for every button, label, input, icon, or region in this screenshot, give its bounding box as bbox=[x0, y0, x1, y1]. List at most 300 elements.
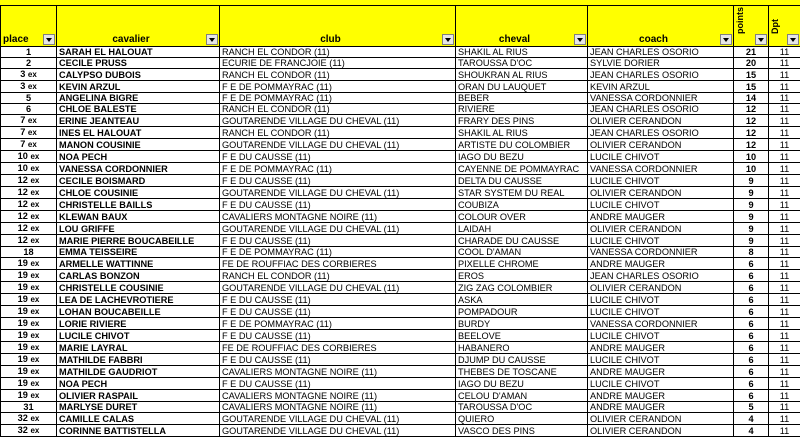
place-suffix: ex bbox=[30, 283, 40, 292]
cell-cavalier[interactable]: MATHILDE FABBRI bbox=[57, 354, 220, 366]
cell-points[interactable]: 9 bbox=[734, 187, 769, 199]
cell-dpt[interactable]: 11 bbox=[769, 247, 800, 258]
cell-club[interactable]: F E DE POMMAYRAC (11) bbox=[220, 163, 456, 175]
cell-club[interactable]: F E DU CAUSSE (11) bbox=[220, 151, 456, 163]
table-row bbox=[1, 306, 800, 318]
cell-dpt[interactable]: 11 bbox=[769, 270, 800, 282]
cell-cheval[interactable]: QUIERO bbox=[456, 413, 588, 425]
cell-coach[interactable]: ANDRE MAUGER bbox=[588, 211, 734, 223]
cell-dpt[interactable]: 11 bbox=[769, 175, 800, 187]
cell-coach[interactable]: OLIVIER CERANDON bbox=[588, 115, 734, 127]
cell-dpt[interactable]: 11 bbox=[769, 163, 800, 175]
cell-club[interactable]: CAVALIERS MONTAGNE NOIRE (11) bbox=[220, 402, 456, 413]
cell-place[interactable]: 19 ex bbox=[1, 306, 57, 318]
cell-place[interactable]: 32 ex bbox=[1, 413, 57, 425]
cell-points[interactable]: 12 bbox=[734, 115, 769, 127]
cell-coach[interactable]: LUCILE CHIVOT bbox=[588, 354, 734, 366]
cell-place[interactable]: 12 ex bbox=[1, 175, 57, 187]
header-points-label: points bbox=[735, 7, 745, 34]
cell-coach[interactable]: LUCILE CHIVOT bbox=[588, 199, 734, 211]
cell-cavalier[interactable]: CHLOE BALESTE bbox=[57, 104, 220, 115]
cell-dpt[interactable]: 11 bbox=[769, 318, 800, 330]
header-cavalier-label: cavalier bbox=[112, 34, 150, 45]
cell-points[interactable]: 9 bbox=[734, 175, 769, 187]
cell-club[interactable]: GOUTARENDE VILLAGE DU CHEVAL (11) bbox=[220, 139, 456, 151]
cell-dpt[interactable]: 11 bbox=[769, 413, 800, 425]
cell-points[interactable]: 15 bbox=[734, 81, 769, 93]
cell-place[interactable]: 19 ex bbox=[1, 282, 57, 294]
cell-place[interactable]: 5 bbox=[1, 93, 57, 104]
place-suffix: ex bbox=[30, 367, 40, 376]
header-coach bbox=[588, 6, 734, 47]
cell-club[interactable]: RANCH EL CONDOR (11) bbox=[220, 270, 456, 282]
cell-club[interactable]: GOUTARENDE VILLAGE DU CHEVAL (11) bbox=[220, 282, 456, 294]
cell-coach[interactable]: SYLVIE DORIER bbox=[588, 58, 734, 69]
cell-dpt[interactable]: 11 bbox=[769, 47, 800, 58]
cell-cheval[interactable]: RIVIERE bbox=[456, 104, 588, 115]
cell-club[interactable]: F E DU CAUSSE (11) bbox=[220, 378, 456, 390]
cell-place[interactable]: 12 ex bbox=[1, 223, 57, 235]
cell-cavalier[interactable]: OLIVIER RASPAIL bbox=[57, 390, 220, 402]
table-row bbox=[1, 127, 800, 139]
cell-cavalier[interactable]: CHRISTELLE COUSINIE bbox=[57, 282, 220, 294]
table-row bbox=[1, 58, 800, 69]
cell-coach[interactable]: LUCILE CHIVOT bbox=[588, 151, 734, 163]
cell-cavalier[interactable]: CARLAS BONZON bbox=[57, 270, 220, 282]
cell-coach[interactable]: VANESSA CORDONNIER bbox=[588, 163, 734, 175]
cell-club[interactable]: CAVALIERS MONTAGNE NOIRE (11) bbox=[220, 366, 456, 378]
cell-club[interactable]: F E DU CAUSSE (11) bbox=[220, 235, 456, 247]
cell-cavalier[interactable]: NOA PECH bbox=[57, 378, 220, 390]
cell-place[interactable]: 3 ex bbox=[1, 69, 57, 81]
cell-place[interactable]: 19 ex bbox=[1, 366, 57, 378]
cell-points[interactable]: 4 bbox=[734, 425, 769, 437]
place-suffix: ex bbox=[30, 426, 40, 435]
place-suffix: ex bbox=[27, 70, 37, 79]
cell-points[interactable]: 6 bbox=[734, 390, 769, 402]
cell-cheval[interactable]: TAROUSSA D'OC bbox=[456, 58, 588, 69]
cell-coach[interactable]: LUCILE CHIVOT bbox=[588, 294, 734, 306]
cell-points[interactable]: 21 bbox=[734, 47, 769, 58]
place-suffix: ex bbox=[30, 379, 40, 388]
cell-points[interactable]: 12 bbox=[734, 104, 769, 115]
cell-points[interactable]: 5 bbox=[734, 402, 769, 413]
cell-cavalier[interactable]: LORIE RIVIERE bbox=[57, 318, 220, 330]
cell-club[interactable]: GOUTARENDE VILLAGE DU CHEVAL (11) bbox=[220, 223, 456, 235]
filter-dropdown-icon[interactable] bbox=[787, 34, 799, 45]
cell-cavalier[interactable]: LOU GRIFFE bbox=[57, 223, 220, 235]
cell-points[interactable]: 9 bbox=[734, 235, 769, 247]
header-dpt-label: Dpt bbox=[770, 19, 780, 34]
place-suffix: ex bbox=[30, 414, 40, 423]
cell-cheval[interactable]: CHARADE DU CAUSSE bbox=[456, 235, 588, 247]
cell-coach[interactable]: ANDRE MAUGER bbox=[588, 366, 734, 378]
place-suffix: ex bbox=[30, 343, 40, 352]
cell-coach[interactable]: OLIVIER CERANDON bbox=[588, 425, 734, 437]
cell-coach[interactable]: LUCILE CHIVOT bbox=[588, 175, 734, 187]
cell-cheval[interactable]: SHAKIL AL RIUS bbox=[456, 47, 588, 58]
cell-cheval[interactable]: STAR SYSTEM DU REAL bbox=[456, 187, 588, 199]
cell-cheval[interactable]: SHOUKRAN AL RIUS bbox=[456, 69, 588, 81]
cell-coach[interactable]: LUCILE CHIVOT bbox=[588, 306, 734, 318]
table-row bbox=[1, 163, 800, 175]
cell-club[interactable]: RANCH EL CONDOR (11) bbox=[220, 47, 456, 58]
cell-cavalier[interactable]: CORINNE BATTISTELLA bbox=[57, 425, 220, 437]
results-table bbox=[0, 5, 800, 437]
cell-dpt[interactable]: 11 bbox=[769, 127, 800, 139]
cell-place[interactable]: 10 ex bbox=[1, 163, 57, 175]
cell-place[interactable]: 1 bbox=[1, 47, 57, 58]
cell-place[interactable]: 19 ex bbox=[1, 270, 57, 282]
table-row bbox=[1, 199, 800, 211]
cell-points[interactable]: 6 bbox=[734, 270, 769, 282]
filter-dropdown-icon[interactable] bbox=[206, 34, 218, 45]
cell-cheval[interactable]: HABANERO bbox=[456, 342, 588, 354]
cell-club[interactable]: F E DU CAUSSE (11) bbox=[220, 199, 456, 211]
cell-cheval[interactable]: CELOU D'AMAN bbox=[456, 390, 588, 402]
cell-place[interactable]: 19 ex bbox=[1, 318, 57, 330]
cell-coach[interactable]: OLIVIER CERANDON bbox=[588, 413, 734, 425]
cell-dpt[interactable]: 11 bbox=[769, 402, 800, 413]
cell-dpt[interactable]: 11 bbox=[769, 378, 800, 390]
cell-points[interactable]: 9 bbox=[734, 211, 769, 223]
cell-place[interactable]: 3 ex bbox=[1, 81, 57, 93]
place-suffix: ex bbox=[30, 164, 40, 173]
place-suffix: ex bbox=[27, 82, 37, 91]
cell-cavalier[interactable]: LEA DE LACHEVROTIERE bbox=[57, 294, 220, 306]
cell-place[interactable]: 19 ex bbox=[1, 390, 57, 402]
place-suffix: ex bbox=[30, 271, 40, 280]
cell-cheval[interactable]: IAGO DU BEZU bbox=[456, 151, 588, 163]
cell-club[interactable]: FE DE ROUFFIAC DES CORBIERES bbox=[220, 342, 456, 354]
cell-coach[interactable]: LUCILE CHIVOT bbox=[588, 330, 734, 342]
cell-place[interactable]: 7 ex bbox=[1, 115, 57, 127]
cell-points[interactable]: 6 bbox=[734, 318, 769, 330]
place-suffix: ex bbox=[30, 200, 40, 209]
cell-cavalier[interactable]: MARIE PIERRE BOUCABEILLE bbox=[57, 235, 220, 247]
cell-cavalier[interactable]: KLEWAN BAUX bbox=[57, 211, 220, 223]
place-suffix: ex bbox=[30, 355, 40, 364]
cell-place[interactable]: 2 bbox=[1, 58, 57, 69]
cell-place[interactable]: 12 ex bbox=[1, 235, 57, 247]
cell-coach[interactable]: KEVIN ARZUL bbox=[588, 81, 734, 93]
cell-points[interactable]: 6 bbox=[734, 306, 769, 318]
cell-cheval[interactable]: POMPADOUR bbox=[456, 306, 588, 318]
table-row bbox=[1, 211, 800, 223]
cell-cheval[interactable]: EROS bbox=[456, 270, 588, 282]
cell-cheval[interactable]: DJUMP DU CAUSSE bbox=[456, 354, 588, 366]
cell-cheval[interactable]: COUBIZA bbox=[456, 199, 588, 211]
cell-place[interactable]: 12 ex bbox=[1, 187, 57, 199]
cell-coach[interactable]: ANDRE MAUGER bbox=[588, 342, 734, 354]
cell-points[interactable]: 14 bbox=[734, 93, 769, 104]
cell-place[interactable]: 12 ex bbox=[1, 199, 57, 211]
cell-cavalier[interactable]: INES EL HALOUAT bbox=[57, 127, 220, 139]
cell-dpt[interactable]: 11 bbox=[769, 425, 800, 437]
place-suffix: ex bbox=[27, 116, 37, 125]
cell-dpt[interactable]: 11 bbox=[769, 342, 800, 354]
header-place bbox=[1, 6, 57, 47]
cell-place[interactable]: 19 ex bbox=[1, 354, 57, 366]
cell-place[interactable]: 31 bbox=[1, 402, 57, 413]
cell-club[interactable]: F E DU CAUSSE (11) bbox=[220, 175, 456, 187]
cell-cheval[interactable]: VASCO DES PINS bbox=[456, 425, 588, 437]
cell-cavalier[interactable]: MATHILDE GAUDRIOT bbox=[57, 366, 220, 378]
cell-coach[interactable]: JEAN CHARLES OSORIO bbox=[588, 47, 734, 58]
cell-coach[interactable]: JEAN CHARLES OSORIO bbox=[588, 270, 734, 282]
cell-place[interactable]: 12 ex bbox=[1, 211, 57, 223]
cell-points[interactable]: 15 bbox=[734, 69, 769, 81]
cell-points[interactable]: 6 bbox=[734, 294, 769, 306]
table-row bbox=[1, 104, 800, 115]
cell-cavalier[interactable]: SARAH EL HALOUAT bbox=[57, 47, 220, 58]
filter-dropdown-icon[interactable] bbox=[442, 34, 454, 45]
cell-place[interactable]: 18 bbox=[1, 247, 57, 258]
cell-cheval[interactable]: PIXELLE CHROME bbox=[456, 258, 588, 270]
cell-coach[interactable]: ANDRE MAUGER bbox=[588, 258, 734, 270]
filter-dropdown-icon[interactable] bbox=[755, 34, 767, 45]
cell-dpt[interactable]: 11 bbox=[769, 93, 800, 104]
cell-cavalier[interactable]: LUCILE CHIVOT bbox=[57, 330, 220, 342]
cell-dpt[interactable]: 11 bbox=[769, 282, 800, 294]
filter-dropdown-icon[interactable] bbox=[720, 34, 732, 45]
cell-dpt[interactable]: 11 bbox=[769, 115, 800, 127]
cell-points[interactable]: 6 bbox=[734, 282, 769, 294]
cell-dpt[interactable]: 11 bbox=[769, 81, 800, 93]
cell-points[interactable]: 6 bbox=[734, 258, 769, 270]
cell-club[interactable]: CAVALIERS MONTAGNE NOIRE (11) bbox=[220, 211, 456, 223]
cell-club[interactable]: F E DU CAUSSE (11) bbox=[220, 330, 456, 342]
table-row bbox=[1, 342, 800, 354]
cell-cavalier[interactable]: LOHAN BOUCABEILLE bbox=[57, 306, 220, 318]
place-suffix: ex bbox=[27, 140, 37, 149]
cell-points[interactable]: 6 bbox=[734, 366, 769, 378]
cell-points[interactable]: 20 bbox=[734, 58, 769, 69]
cell-club[interactable]: F E DU CAUSSE (11) bbox=[220, 306, 456, 318]
cell-cavalier[interactable]: VANESSA CORDONNIER bbox=[57, 163, 220, 175]
cell-cheval[interactable]: ZIG ZAG COLOMBIER bbox=[456, 282, 588, 294]
place-suffix: ex bbox=[30, 259, 40, 268]
cell-cheval[interactable]: SHAKIL AL RIUS bbox=[456, 127, 588, 139]
table-row bbox=[1, 69, 800, 81]
cell-dpt[interactable]: 11 bbox=[769, 330, 800, 342]
cell-points[interactable]: 9 bbox=[734, 199, 769, 211]
cell-dpt[interactable]: 11 bbox=[769, 235, 800, 247]
cell-dpt[interactable]: 11 bbox=[769, 306, 800, 318]
cell-club[interactable]: GOUTARENDE VILLAGE DU CHEVAL (11) bbox=[220, 115, 456, 127]
cell-club[interactable]: ECURIE DE FRANCJOIE (11) bbox=[220, 58, 456, 69]
cell-club[interactable]: GOUTARENDE VILLAGE DU CHEVAL (11) bbox=[220, 413, 456, 425]
cell-dpt[interactable]: 11 bbox=[769, 223, 800, 235]
table-body bbox=[1, 47, 800, 437]
cell-coach[interactable]: JEAN CHARLES OSORIO bbox=[588, 127, 734, 139]
cell-cavalier[interactable]: KEVIN ARZUL bbox=[57, 81, 220, 93]
header-cheval-label: cheval bbox=[498, 34, 531, 45]
cell-cheval[interactable]: TAROUSSA D'OC bbox=[456, 402, 588, 413]
cell-dpt[interactable]: 11 bbox=[769, 58, 800, 69]
cell-cavalier[interactable]: CECILE PRUSS bbox=[57, 58, 220, 69]
cell-club[interactable]: F E DU CAUSSE (11) bbox=[220, 294, 456, 306]
cell-place[interactable]: 19 ex bbox=[1, 378, 57, 390]
header-points bbox=[734, 6, 769, 47]
place-suffix: ex bbox=[27, 128, 37, 137]
cell-cheval[interactable]: CAYENNE DE POMMAYRAC bbox=[456, 163, 588, 175]
cell-coach[interactable]: ANDRE MAUGER bbox=[588, 402, 734, 413]
cell-cavalier[interactable]: CALYPSO DUBOIS bbox=[57, 69, 220, 81]
cell-cavalier[interactable]: EMMA TEISSEIRE bbox=[57, 247, 220, 258]
cell-cheval[interactable]: DELTA DU CAUSSE bbox=[456, 175, 588, 187]
header-dpt bbox=[769, 6, 800, 47]
cell-dpt[interactable]: 11 bbox=[769, 199, 800, 211]
cell-cheval[interactable]: BEELOVE bbox=[456, 330, 588, 342]
table-row bbox=[1, 223, 800, 235]
cell-place[interactable]: 7 ex bbox=[1, 127, 57, 139]
cell-points[interactable]: 12 bbox=[734, 127, 769, 139]
cell-points[interactable]: 6 bbox=[734, 330, 769, 342]
cell-coach[interactable]: ANDRE MAUGER bbox=[588, 390, 734, 402]
place-suffix: ex bbox=[30, 212, 40, 221]
table-row bbox=[1, 282, 800, 294]
cell-cavalier[interactable]: ERINE JEANTEAU bbox=[57, 115, 220, 127]
cell-club[interactable]: FE DE ROUFFIAC DES CORBIERES bbox=[220, 258, 456, 270]
table-row bbox=[1, 294, 800, 306]
cell-points[interactable]: 4 bbox=[734, 413, 769, 425]
cell-cheval[interactable]: ORAN DU LAUQUET bbox=[456, 81, 588, 93]
cell-cheval[interactable]: IAGO DU BEZU bbox=[456, 378, 588, 390]
place-suffix: ex bbox=[30, 224, 40, 233]
cell-cheval[interactable]: ARTISTE DU COLOMBIER bbox=[456, 139, 588, 151]
filter-dropdown-icon[interactable] bbox=[43, 34, 55, 45]
cell-cavalier[interactable]: CECILE BOISMARD bbox=[57, 175, 220, 187]
place-suffix: ex bbox=[30, 307, 40, 316]
cell-dpt[interactable]: 11 bbox=[769, 104, 800, 115]
cell-points[interactable]: 6 bbox=[734, 378, 769, 390]
cell-club[interactable]: RANCH EL CONDOR (11) bbox=[220, 127, 456, 139]
place-suffix: ex bbox=[30, 391, 40, 400]
filter-dropdown-icon[interactable] bbox=[574, 34, 586, 45]
cell-dpt[interactable]: 11 bbox=[769, 187, 800, 199]
cell-points[interactable]: 6 bbox=[734, 342, 769, 354]
table-row bbox=[1, 390, 800, 402]
table-row bbox=[1, 81, 800, 93]
cell-dpt[interactable]: 11 bbox=[769, 151, 800, 163]
cell-club[interactable]: GOUTARENDE VILLAGE DU CHEVAL (11) bbox=[220, 425, 456, 437]
cell-points[interactable]: 10 bbox=[734, 151, 769, 163]
cell-club[interactable]: RANCH EL CONDOR (11) bbox=[220, 69, 456, 81]
cell-club[interactable]: F E DE POMMAYRAC (11) bbox=[220, 81, 456, 93]
cell-coach[interactable]: OLIVIER CERANDON bbox=[588, 223, 734, 235]
cell-cavalier[interactable]: ANGELINA BIGRE bbox=[57, 93, 220, 104]
table-row bbox=[1, 354, 800, 366]
cell-cheval[interactable]: BURDY bbox=[456, 318, 588, 330]
table-row bbox=[1, 318, 800, 330]
cell-coach[interactable]: JEAN CHARLES OSORIO bbox=[588, 69, 734, 81]
cell-club[interactable]: F E DE POMMAYRAC (11) bbox=[220, 247, 456, 258]
cell-dpt[interactable]: 11 bbox=[769, 390, 800, 402]
cell-club[interactable]: F E DE POMMAYRAC (11) bbox=[220, 93, 456, 104]
table-row bbox=[1, 247, 800, 258]
cell-cavalier[interactable]: CHRISTELLE BAILLS bbox=[57, 199, 220, 211]
cell-cavalier[interactable]: MARLYSE DURET bbox=[57, 402, 220, 413]
cell-cavalier[interactable]: CAMILLE CALAS bbox=[57, 413, 220, 425]
cell-place[interactable]: 32 ex bbox=[1, 425, 57, 437]
cell-points[interactable]: 9 bbox=[734, 223, 769, 235]
cell-cheval[interactable]: ASKA bbox=[456, 294, 588, 306]
header-club bbox=[220, 6, 456, 47]
cell-cavalier[interactable]: MANON COUSINIE bbox=[57, 139, 220, 151]
cell-coach[interactable]: VANESSA CORDONNIER bbox=[588, 93, 734, 104]
cell-dpt[interactable]: 11 bbox=[769, 354, 800, 366]
cell-club[interactable]: F E DU CAUSSE (11) bbox=[220, 354, 456, 366]
table-row bbox=[1, 93, 800, 104]
cell-place[interactable]: 19 ex bbox=[1, 330, 57, 342]
cell-dpt[interactable]: 11 bbox=[769, 366, 800, 378]
place-suffix: ex bbox=[30, 319, 40, 328]
cell-cheval[interactable]: COOL D'AMAN bbox=[456, 247, 588, 258]
cell-dpt[interactable]: 11 bbox=[769, 294, 800, 306]
cell-place[interactable]: 19 ex bbox=[1, 342, 57, 354]
header-coach-label: coach bbox=[639, 34, 668, 45]
table-row bbox=[1, 151, 800, 163]
table-row bbox=[1, 413, 800, 425]
table-row bbox=[1, 402, 800, 413]
cell-cheval[interactable]: FRARY DES PINS bbox=[456, 115, 588, 127]
header-club-label: club bbox=[320, 34, 341, 45]
table-row bbox=[1, 258, 800, 270]
cell-coach[interactable]: JEAN CHARLES OSORIO bbox=[588, 104, 734, 115]
cell-place[interactable]: 7 ex bbox=[1, 139, 57, 151]
cell-cavalier[interactable]: ARMELLE WATTINNE bbox=[57, 258, 220, 270]
cell-cavalier[interactable]: NOA PECH bbox=[57, 151, 220, 163]
cell-place[interactable]: 10 ex bbox=[1, 151, 57, 163]
cell-cheval[interactable]: LAIDAH bbox=[456, 223, 588, 235]
cell-club[interactable]: F E DE POMMAYRAC (11) bbox=[220, 318, 456, 330]
cell-coach[interactable]: OLIVIER CERANDON bbox=[588, 282, 734, 294]
header-cheval bbox=[456, 6, 588, 47]
cell-points[interactable]: 12 bbox=[734, 139, 769, 151]
cell-coach[interactable]: VANESSA CORDONNIER bbox=[588, 247, 734, 258]
cell-dpt[interactable]: 11 bbox=[769, 211, 800, 223]
cell-points[interactable]: 8 bbox=[734, 247, 769, 258]
cell-coach[interactable]: LUCILE CHIVOT bbox=[588, 378, 734, 390]
cell-cavalier[interactable]: CHLOE COUSINIE bbox=[57, 187, 220, 199]
table-row bbox=[1, 366, 800, 378]
cell-coach[interactable]: OLIVIER CERANDON bbox=[588, 139, 734, 151]
header-place-label: place bbox=[3, 34, 29, 45]
cell-points[interactable]: 10 bbox=[734, 163, 769, 175]
cell-points[interactable]: 6 bbox=[734, 354, 769, 366]
cell-coach[interactable]: OLIVIER CERANDON bbox=[588, 187, 734, 199]
place-suffix: ex bbox=[30, 295, 40, 304]
cell-dpt[interactable]: 11 bbox=[769, 139, 800, 151]
cell-cavalier[interactable]: MARIE LAYRAL bbox=[57, 342, 220, 354]
cell-place[interactable]: 6 bbox=[1, 104, 57, 115]
cell-coach[interactable]: VANESSA CORDONNIER bbox=[588, 318, 734, 330]
cell-dpt[interactable]: 11 bbox=[769, 69, 800, 81]
cell-dpt[interactable]: 11 bbox=[769, 258, 800, 270]
cell-coach[interactable]: LUCILE CHIVOT bbox=[588, 235, 734, 247]
cell-club[interactable]: CAVALIERS MONTAGNE NOIRE (11) bbox=[220, 390, 456, 402]
cell-club[interactable]: RANCH EL CONDOR (11) bbox=[220, 104, 456, 115]
cell-place[interactable]: 19 ex bbox=[1, 258, 57, 270]
table-row bbox=[1, 187, 800, 199]
cell-cheval[interactable]: THEBES DE TOSCANE bbox=[456, 366, 588, 378]
cell-club[interactable]: GOUTARENDE VILLAGE DU CHEVAL (11) bbox=[220, 187, 456, 199]
cell-cheval[interactable]: COLOUR OVER bbox=[456, 211, 588, 223]
cell-cheval[interactable]: BEBER bbox=[456, 93, 588, 104]
table-row bbox=[1, 270, 800, 282]
cell-place[interactable]: 19 ex bbox=[1, 294, 57, 306]
